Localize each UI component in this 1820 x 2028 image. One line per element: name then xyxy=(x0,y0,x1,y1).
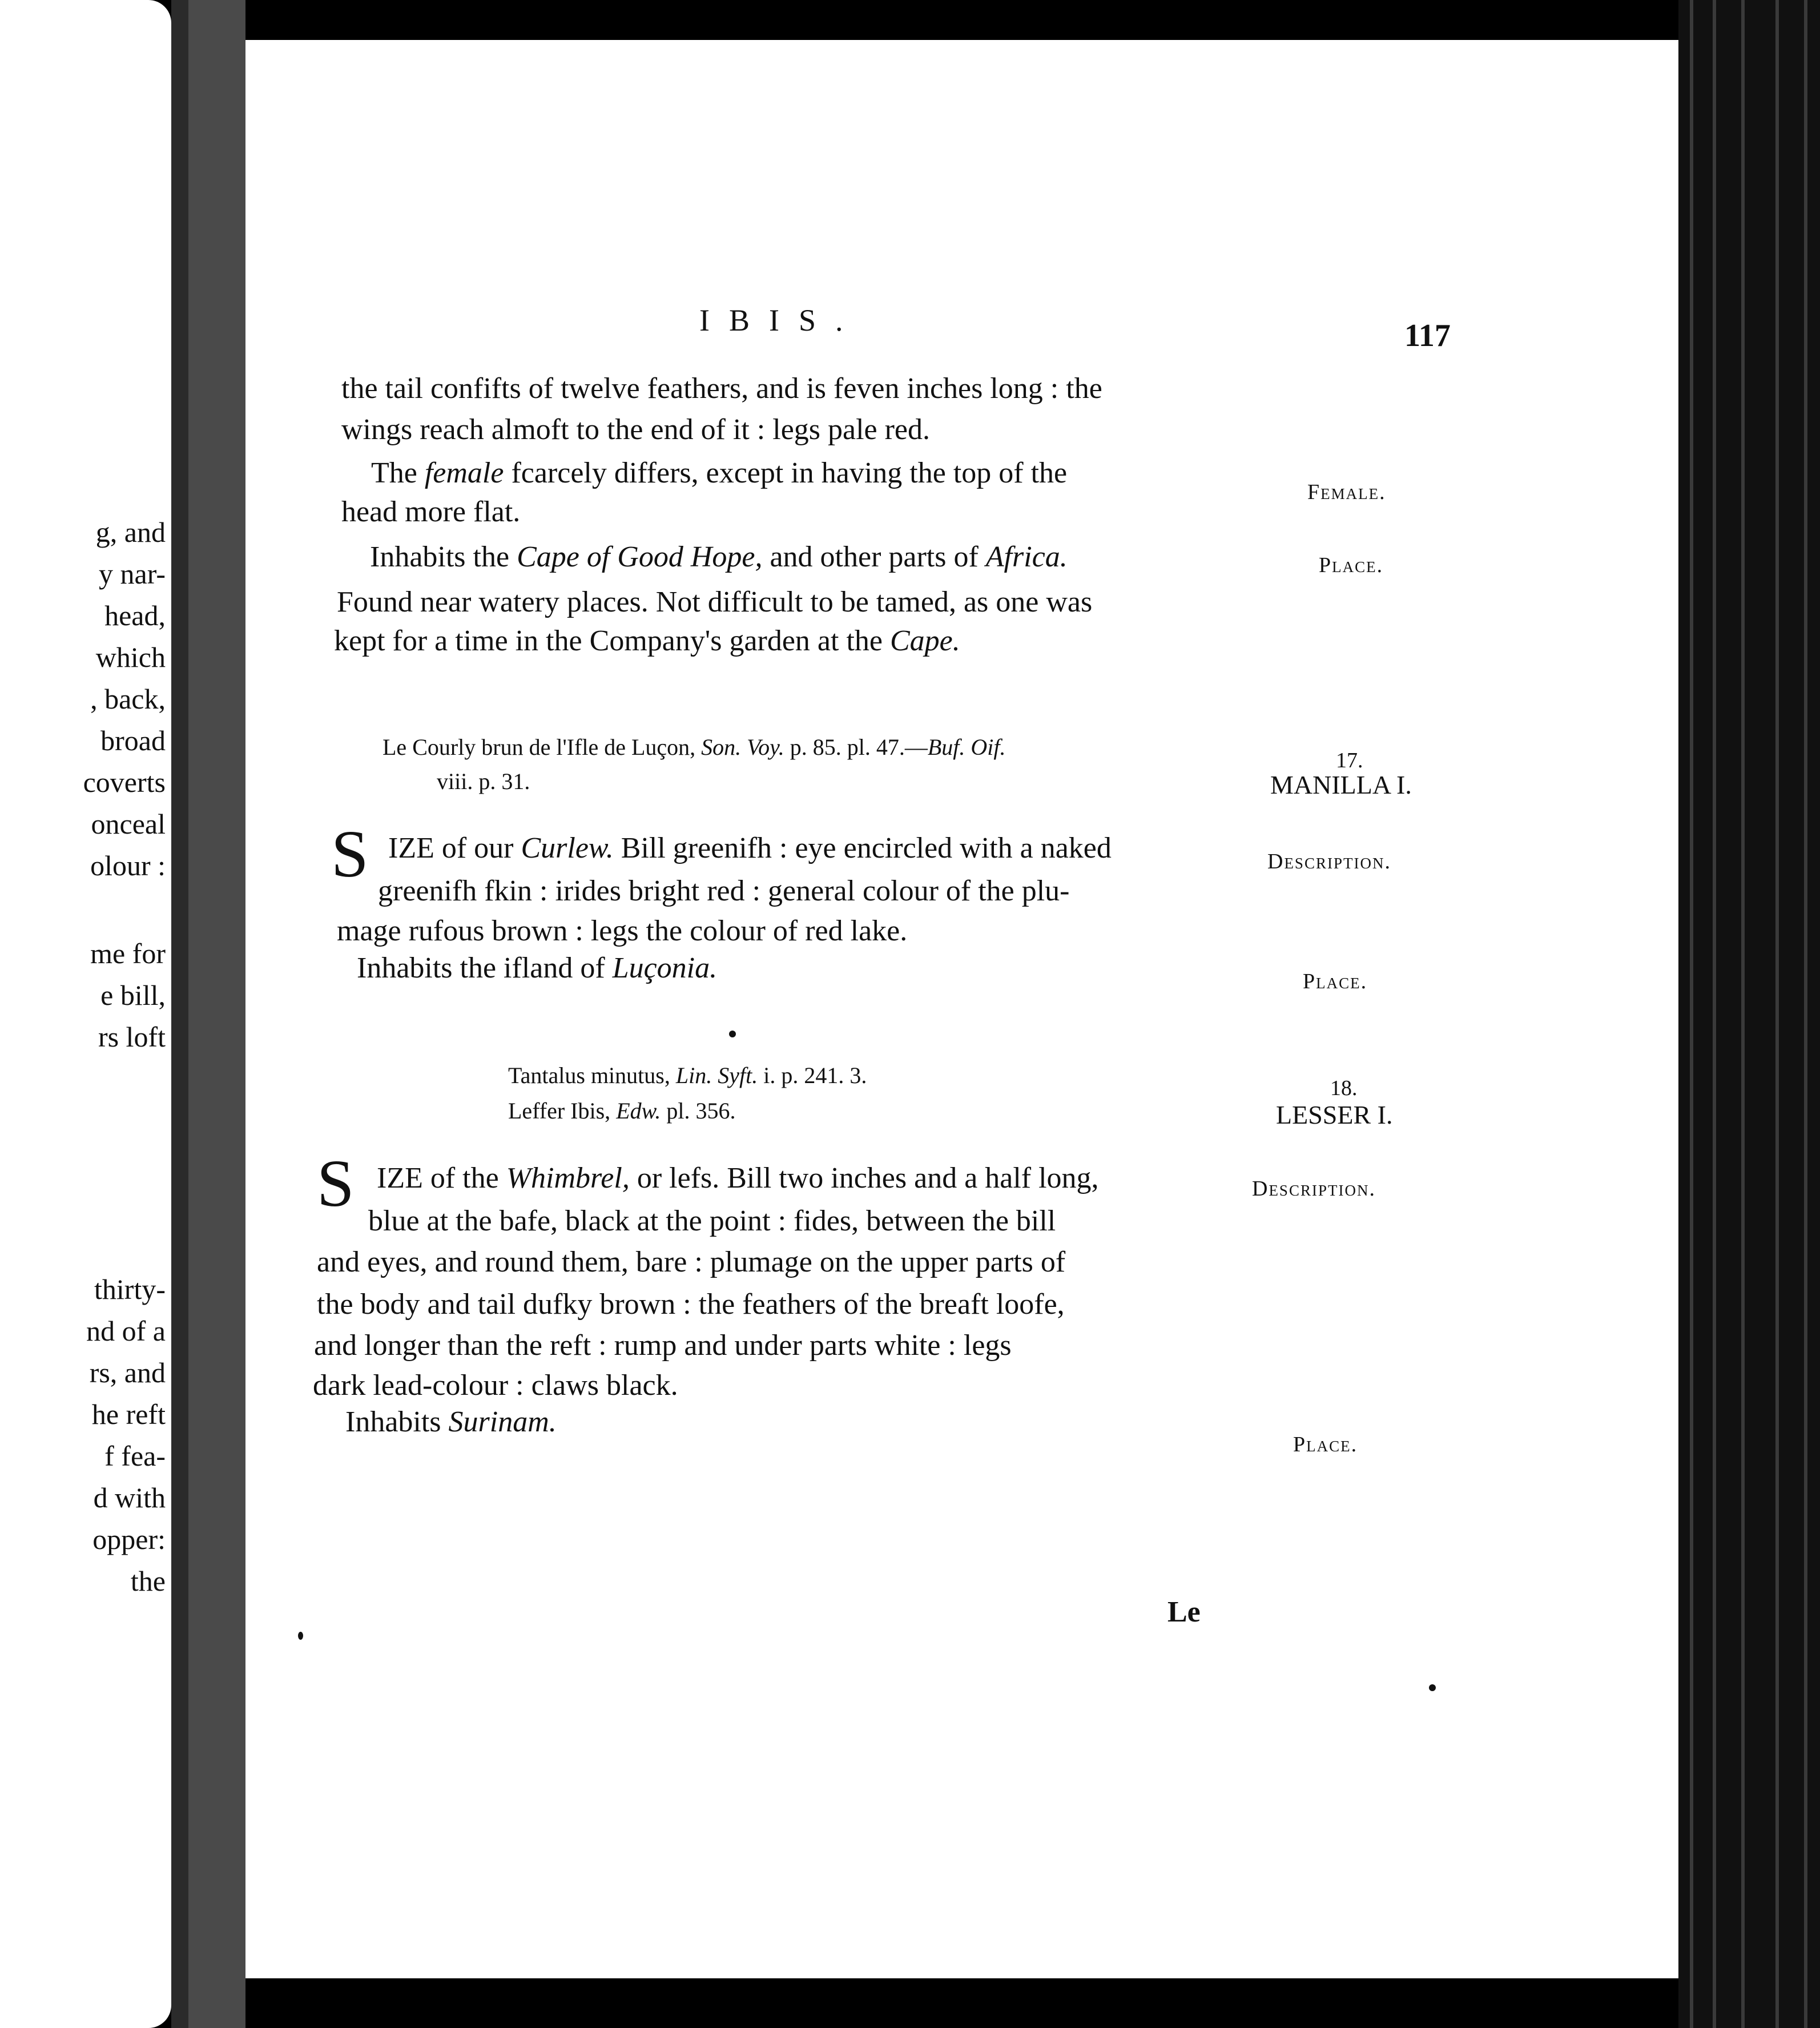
drop-cap: S xyxy=(317,1146,355,1221)
synonym-line: Le Courly brun de l'Ifle de Luçon, Son. Voy. p. 85. pl. 47.—Buf. Oif. xyxy=(382,734,1006,760)
body-line: and eyes, and round them, bare : plumage on the upper parts of xyxy=(317,1246,1066,1278)
body-line: the body and tail dufky brown : the feathers of the breaft loofe, xyxy=(317,1288,1065,1321)
left-page-line: the xyxy=(130,1565,166,1597)
left-page-line: onceal xyxy=(91,808,166,840)
left-page-line: rs loft xyxy=(98,1021,166,1053)
entry-number: 18. xyxy=(1330,1076,1358,1100)
italic-source: Son. Voy. xyxy=(701,734,784,760)
body-line: wings reach almoft to the end of it : legs pale red. xyxy=(341,413,931,446)
italic-term: female xyxy=(424,457,504,489)
italic-place: Africa. xyxy=(985,541,1068,573)
left-page-line: d with xyxy=(93,1482,166,1514)
catchword: Le xyxy=(1167,1596,1201,1628)
body-line: mage rufous brown : legs the colour of red lake. xyxy=(337,915,908,947)
left-page-line: e bill, xyxy=(100,979,166,1011)
body-line: blue at the bafe, black at the point : fides, between the bill xyxy=(368,1205,1056,1237)
body-line: kept for a time in the Company's garden at the Cape. xyxy=(334,625,960,657)
page-number: 117 xyxy=(1404,318,1451,353)
italic-source: Lin. Syft. xyxy=(675,1063,758,1088)
side-note-description: Description. xyxy=(1252,1177,1376,1201)
left-page-line: broad xyxy=(100,725,166,757)
left-page-line: g, and xyxy=(95,516,166,548)
italic-term: Whimbrel, xyxy=(506,1162,630,1194)
drop-cap: S xyxy=(331,816,369,891)
body-line: IZE of our Curlew. Bill greenifh : eye encircled with a naked xyxy=(388,832,1112,864)
body-line: IZE of the Whimbrel, or lefs. Bill two inches and a half long, xyxy=(377,1162,1099,1194)
body-line: Found near watery places. Not difficult to be tamed, as one was xyxy=(337,586,1093,618)
body-line: The female fcarcely differs, except in having the top of the xyxy=(371,457,1068,489)
left-page-line: olour : xyxy=(90,850,166,882)
side-note-place: Place. xyxy=(1303,969,1368,993)
italic-place: Cape. xyxy=(889,625,960,657)
body-line: Inhabits the Cape of Good Hope, and other parts of Africa. xyxy=(370,541,1068,573)
side-note-female: Female. xyxy=(1307,480,1386,504)
entry-title: MANILLA I. xyxy=(1270,770,1412,799)
left-page-line: , back, xyxy=(90,683,166,715)
body-line: head more flat. xyxy=(341,496,521,528)
entry-number: 17. xyxy=(1336,749,1363,772)
left-page-line: nd of a xyxy=(86,1315,166,1347)
side-note-description: Description. xyxy=(1267,850,1391,874)
left-page-line: head, xyxy=(104,599,166,631)
body-line: greenifh fkin : irides bright red : general colour of the plu- xyxy=(378,875,1070,907)
book-gutter-shadow xyxy=(188,0,245,2028)
synonym-line: Leffer Ibis, Edw. pl. 356. xyxy=(508,1098,736,1124)
body-line: and longer than the reft : rump and under parts white : legs xyxy=(314,1329,1012,1362)
body-line: Inhabits Surinam. xyxy=(345,1406,557,1438)
right-page xyxy=(245,40,1678,1978)
italic-place: Surinam. xyxy=(448,1406,557,1438)
body-line: the tail confifts of twelve feathers, and is feven inches long : the xyxy=(341,372,1102,405)
italic-source: Buf. Oif. xyxy=(927,734,1006,760)
italic-term: Curlew. xyxy=(521,832,614,864)
side-note-place: Place. xyxy=(1319,553,1384,577)
left-page-line: rs, and xyxy=(89,1357,166,1389)
italic-source: Edw. xyxy=(616,1098,661,1124)
ink-speck xyxy=(298,1632,303,1640)
left-page-line: y nar- xyxy=(99,558,166,590)
synonym-line: viii. p. 31. xyxy=(437,768,530,794)
side-note-place: Place. xyxy=(1293,1433,1358,1456)
italic-place: Cape of Good Hope, xyxy=(517,541,763,573)
ink-speck xyxy=(1429,1684,1436,1691)
left-page-line: me for xyxy=(90,937,166,969)
left-page-line: which xyxy=(95,641,166,673)
body-line: Inhabits the ifland of Luçonia. xyxy=(357,952,718,984)
left-page-line: coverts xyxy=(83,766,166,798)
left-page-line: thirty- xyxy=(94,1273,166,1305)
left-page-fragment xyxy=(0,0,171,2028)
running-head: IBIS. xyxy=(699,303,863,337)
page-edge-stack xyxy=(1678,0,1820,2028)
ornament-dot xyxy=(729,1031,736,1037)
left-page-line: he reft xyxy=(91,1398,166,1430)
entry-title: LESSER I. xyxy=(1276,1100,1393,1129)
body-line: dark lead-colour : claws black. xyxy=(313,1369,678,1402)
italic-place: Luçonia. xyxy=(612,952,718,984)
left-page-line: f fea- xyxy=(104,1440,166,1472)
left-page-line: opper: xyxy=(92,1523,166,1555)
synonym-line: Tantalus minutus, Lin. Syft. i. p. 241. 3. xyxy=(508,1063,867,1088)
